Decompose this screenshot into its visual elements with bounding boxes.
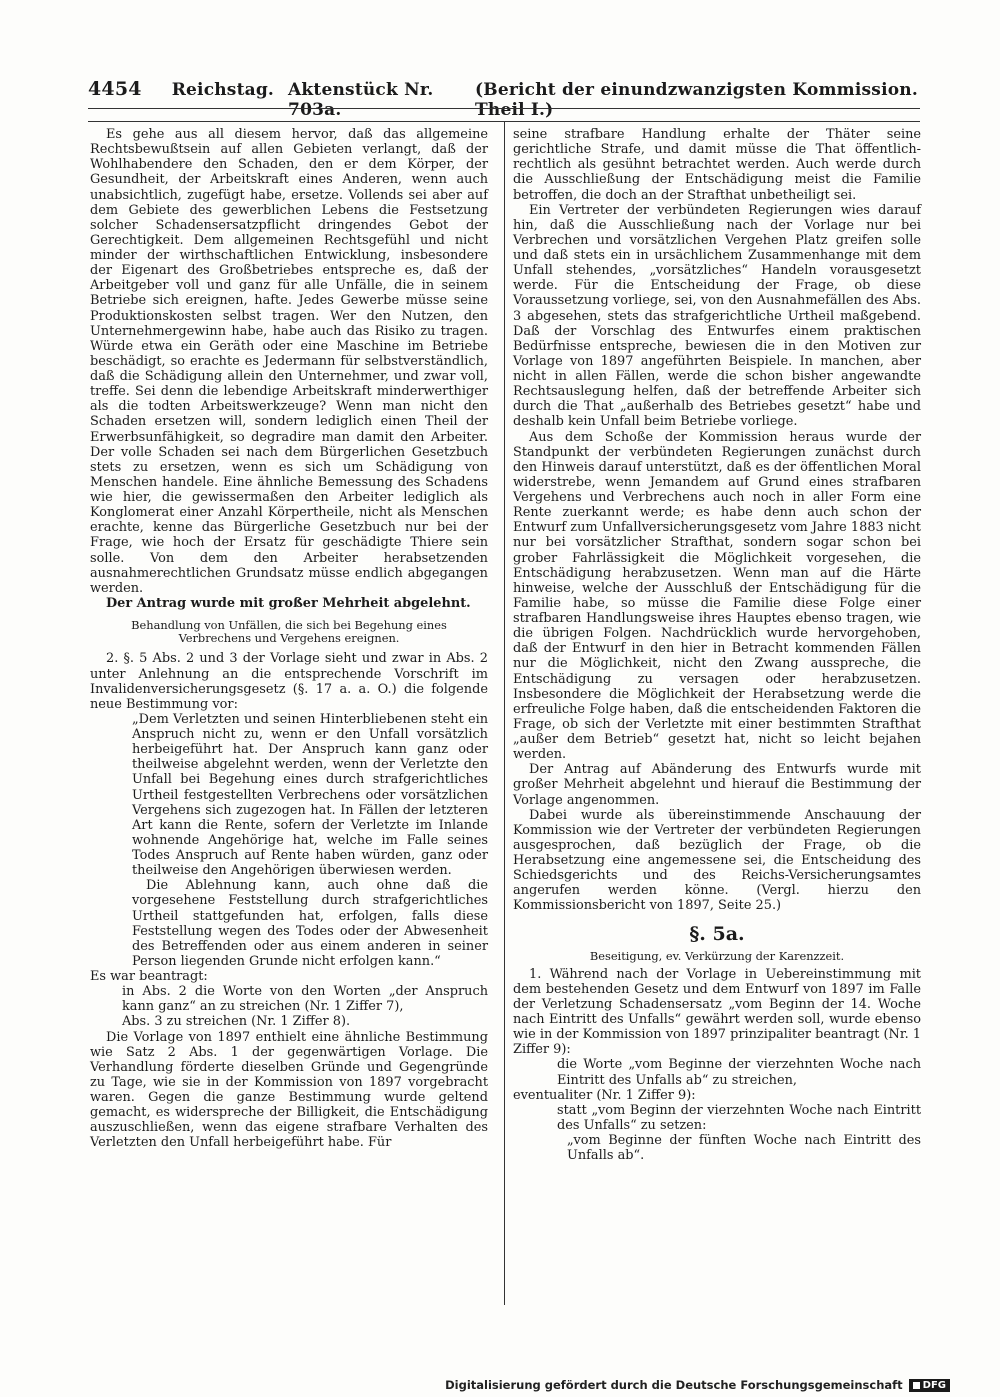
logo-square-icon [913,1382,920,1389]
report-subtitle: (Bericht der einundzwanzigsten Kommission. Theil I.) [475,80,918,120]
motion-item: Abs. 3 zu streichen (Nr. 1 Ziffer 8). [122,1014,351,1030]
paragraph: Die Vorlage von 1897 enthielt eine ähnliche Bestimmung wie Satz 2 Abs. 1 der gegenwärtigen Vorlage. Die Verhandlung förderte dieselben Gründe und Gegengründe zu Tage, wie sie in der Kommission von 1897 vorgebracht waren. Gegen die ganze Bestimmung wurde geltend gemacht, es widerspreche der Billigkeit, die Entschädigung auszuschließen, wenn das eigene strafbare Verhalten des Verletzten den Unfall herbeigeführt habe. Für [90,1029,488,1151]
section-subtitle: Beseitigung, ev. Verkürzung der Karenzzeit. [589,948,845,963]
document-number: Aktenstück Nr. 703a. [288,80,434,120]
quoted-provision: Die Ablehnung kann, auch ohne daß die vorgesehene Feststellung durch strafgerichtliches Urtheil stattgefunden hat, erfolgen, falls diese Feststellung wegen des Todes oder der Abwesenheit des Betreffenden oder aus einem anderen in seiner Person liegenden Grunde nicht erfolgen kann.“ [132,878,488,969]
credit-text: Digitalisierung gefördert durch die Deutsche Forschungsgemeinschaft [445,1378,903,1392]
paragraph: Es gehe aus all diesem hervor, daß das allgemeine Rechtsbewußtsein auf allen Gebieten verlangt, daß der Wohlhabendere den Schaden, den er dem Körper, der Gesundheit, der Arbeitskraft eines Anderen, wenn auch unabsichtlich, zugefügt habe, ersetze. Vollends sei aber auf dem Gebiete des gewerblichen Lebens die Festsetzung solcher Schadensersatzpflicht dringendes Gebot der Gerechtigkeit. Dem allgemeinen Rechtsgefühl und nicht minder der wirthschaftlichen Entwicklung, insbesondere der Eigenart des Großbetriebes entspreche es, daß der Arbeitgeber voll und ganz für alle Unfälle, die in seinem Betriebe sich ereignen, hafte. Jedes Gewerbe müsse seine Produktionskosten selbst tragen. Wer den Nutzen, den Unternehmergewinn habe, habe auch das Risiko zu tragen. Würde etwa ein Geräth oder eine Maschine im Betriebe beschädigt, so erachte es Jedermann für selbstverständlich, daß die Schädigung allein den Unternehmer, und zwar voll, treffe. Sei denn die lebendige Arbeitskraft minderwerthiger als die todten Arbeitswerkzeuge? Wenn man nicht den Schaden ersetzen will, sondern lediglich einen Theil der Erwerbsunfähigkeit, so degradire man damit den Arbeiter. Der volle Schaden sei nach dem Bürgerlichen Gesetzbuch stets zu ersetzen, wenn es sich um Schädigung von Menschen handele. Eine ähnliche Bemessung des Schadens wie hier, die gewissermaßen den Arbeiter lediglich als Konglomerat einer Anzahl Körpertheile, nicht als Menschen erachte, kenne das Bürgerliche Gesetzbuch nur bei der Frage, wie hoch der Ersatz für geschädigte Thiere sein solle. Von dem den Arbeiter herabsetzenden ausnahmerechtlichen Grundsatz müsse endlich abgegangen werden. [90,127,488,596]
page-number: 4454 [88,78,142,100]
digitization-credit [445,1378,950,1392]
paragraph: 2. §. 5 Abs. 2 und 3 der Vorlage sieht und zwar in Abs. 2 unter Anlehnung an die entsprechende Vorschrift im Invalidenversicherungsgesetz (§. 17 a. a. O.) die folgende neue Bestimmung vor: [90,651,488,712]
section-title: §. 5a. [689,922,745,945]
resolution-text: Der Antrag wurde mit großer Mehrheit abgelehnt. [106,595,471,611]
motion-item: statt „vom Beginn der vierzehnten Woche nach Eintritt des Unfalls“ zu setzen: [557,1102,921,1133]
motion-item: in Abs. 2 die Worte von den Worten „der Anspruch kann ganz“ an zu streichen (Nr. 1 Ziffer 7), [122,984,488,1015]
motion-item: die Worte „vom Beginne der vierzehnten Woche nach Eintritt des Unfalls ab“ zu streichen, [557,1057,921,1088]
paragraph: seine strafbare Handlung erhalte der Thäter seine gerichtliche Strafe, und damit müsse die That öffentlich-rechtlich als gesühnt betrachtet werden. Auch werde durch die Ausschließung der Entschädigung meist die Familie betroffen, die doch an der Strafthat unbetheiligt sei. [513,127,921,203]
paragraph: Aus dem Schoße der Kommission heraus wurde der Standpunkt der verbündeten Regierungen zunächst durch den Hinweis darauf unterstützt, daß es der öffentlichen Moral widerstrebe, wenn Jemandem auf Grund eines strafbaren Vergehens und Verbrechens auch noch in aller Form eine Rente zuerkannt werde; es habe denn auch schon der Entwurf zum Unfallversicherungsgesetz vom Jahre 1883 nicht nur bei vorsätzlicher Strafthat, sondern sogar schon bei grober Fahrlässigkeit die Möglichkeit vorgesehen, die Entschädigung herabzusetzen. Wenn man auf die Härte hinweise, welche der Ausschluß der Entschädigung für die Familie habe, so müsse die Familie diese Folge einer strafbaren Handlungsweise ihres Hauptes ebenso tragen, wie die übrigen Folgen. Nachdrücklich wurde hervorgehoben, daß der Entwurf in den hier in Betracht kommenden Fällen nur die Möglichkeit, nicht den Zwang ausspreche, die Entschädigung zu versagen oder herabzusetzen. Insbesondere die Möglichkeit der Herabsetzung werde die erfreuliche Folge haben, daß die entscheidenden Faktoren die Frage, ob sich der Verletzte mit einer bestimmten Strafthat „außer dem Betrieb“ gesetzt hat, nicht so leicht bejahen werden. [513,429,921,763]
dfg-logo [909,1379,950,1392]
paragraph: Es war beantragt: [90,969,208,985]
left-column [90,127,488,1151]
paragraph: 1. Während nach der Vorlage in Uebereinstimmung mit dem bestehenden Gesetz und dem Entwurf von 1897 im Falle der Verletzung Schadensersatz „vom Beginn der 14. Woche nach Eintritt des Unfalls“ gewährt werden soll, wurde ebenso wie in der Kommission von 1897 prinzipaliter beantragt (Nr. 1 Ziffer 9): [513,966,921,1058]
header-rule [88,108,920,109]
paragraph: Der Antrag auf Abänderung des Entwurfs wurde mit großer Mehrheit abgelehnt und hierauf die Bestimmung der Vorlage angenommen. [513,762,921,808]
column-divider [504,122,505,1305]
paragraph: Dabei wurde als übereinstimmende Anschauung der Kommission wie der Vertreter der verbündeten Regierungen ausgesprochen, daß bezüglich der Frage, ob die Herabsetzung eine angemessene sei, die Entscheidung des Schiedsgerichts und des Reichs-Versicherungsamtes angerufen werden könne. (Vergl. hierzu den Kommissionsbericht von 1897, Seite 25.) [513,807,921,914]
quoted-provision: „vom Beginne der fünften Woche nach Eintritt des Unfalls ab“. [567,1133,921,1164]
subsection-heading: Behandlung von Unfällen, die sich bei Begehung eines Verbrechens und Vergehens ereignen. [131,618,447,646]
paragraph: Ein Vertreter der verbündeten Regierungen wies darauf hin, daß die Ausschließung nach der Vorlage nur bei Verbrechen und vorsätzlichen Vergehen Platz greifen solle und daß stets ein in ursächlichem Zusammenhange mit dem Unfall stehendes, „vorsätzliches“ Handeln vorausgesetzt werde. Für die Entscheidung der Frage, ob diese Voraussetzung vorliege, sei, von den Ausnahmefällen des Abs. 3 abgesehen, stets das strafgerichtliche Urtheil maßgebend. Daß der Vorschlag des Entwurfes einem praktischen Bedürfnisse entspreche, bewiesen die in den Motiven zur Vorlage von 1897 angeführten Beispiele. In manchen, aber nicht in allen Fällen, werde die schon bisher angewandte Rechtsauslegung helfen, daß der betreffende Arbeiter sich durch die That „außerhalb des Betriebes gesetzt“ habe und deshalb kein Unfall beim Betriebe vorliege. [513,202,921,430]
publication-name: Reichstag. [171,80,275,100]
right-column [513,127,921,1163]
paragraph: eventualiter (Nr. 1 Ziffer 9): [513,1087,696,1103]
quoted-provision: „Dem Verletzten und seinen Hinterbliebenen steht ein Anspruch nicht zu, wenn er den Unfall vorsätzlich herbeigeführt hat. Der Anspruch kann ganz oder theilweise abgelehnt werden, wenn der Verletzte den Unfall bei Begehung eines durch strafgerichtliches Urtheil festgestellten Verbrechens oder vorsätzlichen Vergehens sich zugezogen hat. In Fällen der letzteren Art kann die Rente, sofern der Verletzte im Inlande wohnende Angehörige hat, welche im Falle seines Todes Anspruch auf Rente haben würden, ganz oder theilweise den Angehörigen überwiesen werden. [132,711,488,879]
page-header [88,78,920,120]
logo-text: DFG [922,1379,946,1391]
